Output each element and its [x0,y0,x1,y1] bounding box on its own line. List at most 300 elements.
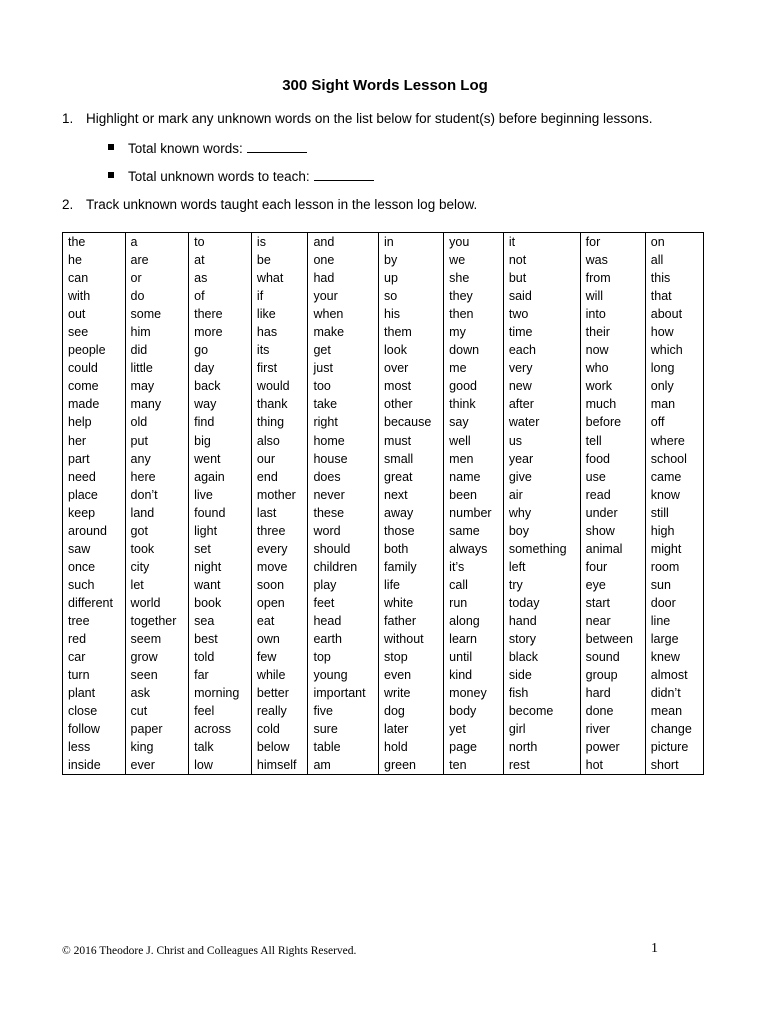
word-cell: morning [189,684,252,702]
word-cell: sea [189,612,252,630]
word-cell: on [645,233,703,252]
word-cell: until [444,648,504,666]
word-cell: made [63,395,126,413]
word-cell: hard [580,684,645,702]
word-cell: book [189,594,252,612]
word-cell: top [308,648,379,666]
word-cell: how [645,323,703,341]
word-cell: down [444,341,504,359]
word-cell: ten [444,756,504,775]
word-cell: will [580,287,645,305]
word-cell: first [251,359,308,377]
word-cell: told [189,648,252,666]
word-cell: water [503,413,580,431]
word-cell: live [189,486,252,504]
square-bullet-icon [108,144,114,150]
bullet-label: Total unknown words to teach: [128,169,310,184]
word-cell: day [189,359,252,377]
word-cell: almost [645,666,703,684]
word-cell: man [645,395,703,413]
table-row [63,720,704,738]
word-cell: out [63,305,126,323]
word-cell: right [308,413,379,431]
word-cell: far [189,666,252,684]
word-cell: line [645,612,703,630]
word-cell: try [503,576,580,594]
word-cell: king [125,738,189,756]
word-cell: later [379,720,444,738]
word-cell: ever [125,756,189,775]
word-cell: can [63,269,126,287]
word-cell: people [63,341,126,359]
word-cell: your [308,287,379,305]
table-row [63,594,704,612]
word-cell: him [125,323,189,341]
word-cell: write [379,684,444,702]
word-cell: once [63,558,126,576]
word-cell: play [308,576,379,594]
word-cell: as [189,269,252,287]
word-cell: here [125,468,189,486]
word-cell: change [645,720,703,738]
word-cell: school [645,450,703,468]
word-cell: back [189,377,252,395]
word-cell: close [63,702,126,720]
word-cell: but [503,269,580,287]
word-cell: say [444,413,504,431]
word-cell: more [189,323,252,341]
word-cell: light [189,522,252,540]
word-cell: every [251,540,308,558]
word-cell: house [308,450,379,468]
word-cell: head [308,612,379,630]
word-cell: part [63,450,126,468]
word-cell: by [379,251,444,269]
word-cell: tree [63,612,126,630]
word-cell: want [189,576,252,594]
word-cell: follow [63,720,126,738]
word-cell: only [645,377,703,395]
word-cell: different [63,594,126,612]
word-cell: sure [308,720,379,738]
word-cell: has [251,323,308,341]
word-cell: seen [125,666,189,684]
word-cell: dog [379,702,444,720]
word-cell: new [503,377,580,395]
bullet-label: Total known words: [128,141,243,156]
word-cell: really [251,702,308,720]
word-cell: number [444,504,504,522]
word-cell: long [645,359,703,377]
word-cell: even [379,666,444,684]
word-cell: let [125,576,189,594]
word-cell: in [379,233,444,252]
word-cell: do [125,287,189,305]
step-text: Track unknown words taught each lesson in the lesson log below. [86,197,478,212]
table-row [63,540,704,558]
word-cell: name [444,468,504,486]
word-cell: she [444,269,504,287]
word-cell: stop [379,648,444,666]
word-cell: don’t [125,486,189,504]
word-cell: side [503,666,580,684]
unknown-words-bullet [108,168,374,184]
table-row [63,269,704,287]
word-cell: should [308,540,379,558]
word-cell: we [444,251,504,269]
word-cell: large [645,630,703,648]
word-cell: eat [251,612,308,630]
table-row [63,630,704,648]
word-cell: show [580,522,645,540]
word-cell: feet [308,594,379,612]
table-row [63,323,704,341]
word-cell: himself [251,756,308,775]
word-cell: the [63,233,126,252]
word-cell: good [444,377,504,395]
word-cell: take [308,395,379,413]
word-cell: always [444,540,504,558]
word-cell: plant [63,684,126,702]
table-row [63,287,704,305]
word-cell: their [580,323,645,341]
word-cell: year [503,450,580,468]
word-cell: look [379,341,444,359]
word-cell: about [645,305,703,323]
table-row [63,558,704,576]
word-cell: better [251,684,308,702]
step-number: 2. [62,197,74,212]
word-cell: where [645,432,703,450]
word-cell: over [379,359,444,377]
word-cell: run [444,594,504,612]
step-number: 1. [62,111,74,126]
word-cell: four [580,558,645,576]
word-cell: because [379,413,444,431]
word-cell: young [308,666,379,684]
word-cell: make [308,323,379,341]
word-cell: before [580,413,645,431]
word-cell: much [580,395,645,413]
word-cell: boy [503,522,580,540]
word-cell: had [308,269,379,287]
word-cell: give [503,468,580,486]
word-cell: green [379,756,444,775]
word-cell: food [580,450,645,468]
word-cell: after [503,395,580,413]
table-row [63,666,704,684]
word-cell: turn [63,666,126,684]
word-cell: came [645,468,703,486]
word-cell: call [444,576,504,594]
word-cell: tell [580,432,645,450]
word-cell: great [379,468,444,486]
word-cell: father [379,612,444,630]
word-cell: hold [379,738,444,756]
word-cell: story [503,630,580,648]
word-cell: paper [125,720,189,738]
table-row [63,648,704,666]
word-cell: sound [580,648,645,666]
word-cell: best [189,630,252,648]
word-cell: they [444,287,504,305]
table-row [63,468,704,486]
word-cell: some [125,305,189,323]
page-number: 1 [651,941,658,956]
word-cell: must [379,432,444,450]
table-row [63,377,704,395]
word-cell: grow [125,648,189,666]
table-row [63,684,704,702]
word-cell: last [251,504,308,522]
word-cell: way [189,395,252,413]
word-cell: get [308,341,379,359]
known-words-blank [247,140,307,153]
word-cell: help [63,413,126,431]
word-cell: away [379,504,444,522]
word-cell: while [251,666,308,684]
word-cell: just [308,359,379,377]
word-cell: at [189,251,252,269]
word-cell: girl [503,720,580,738]
table-row [63,341,704,359]
word-cell: today [503,594,580,612]
word-cell: ask [125,684,189,702]
word-cell: go [189,341,252,359]
word-cell: between [580,630,645,648]
word-cell: black [503,648,580,666]
word-cell: less [63,738,126,756]
word-cell: sun [645,576,703,594]
word-cell: under [580,504,645,522]
word-cell: which [645,341,703,359]
word-cell: word [308,522,379,540]
word-cell: north [503,738,580,756]
word-cell: feel [189,702,252,720]
word-cell: most [379,377,444,395]
word-cell: other [379,395,444,413]
word-cell: high [645,522,703,540]
word-cell: work [580,377,645,395]
word-cell: picture [645,738,703,756]
word-cell: earth [308,630,379,648]
word-cell: any [125,450,189,468]
word-cell: old [125,413,189,431]
word-cell: white [379,594,444,612]
word-cell: well [444,432,504,450]
word-cell: little [125,359,189,377]
word-cell: without [379,630,444,648]
word-cell: it’s [444,558,504,576]
word-cell: hand [503,612,580,630]
word-cell: is [251,233,308,252]
word-cell: page [444,738,504,756]
word-cell: my [444,323,504,341]
instruction-step-2 [62,197,477,212]
word-cell: could [63,359,126,377]
word-cell: still [645,504,703,522]
unknown-words-blank [314,168,374,181]
word-cell: animal [580,540,645,558]
word-cell: need [63,468,126,486]
word-cell: mean [645,702,703,720]
word-cell: below [251,738,308,756]
word-cell: cold [251,720,308,738]
word-cell: learn [444,630,504,648]
word-cell: few [251,648,308,666]
table-row [63,251,704,269]
word-cell: got [125,522,189,540]
word-cell: be [251,251,308,269]
word-cell: open [251,594,308,612]
word-cell: life [379,576,444,594]
word-cell: together [125,612,189,630]
word-cell: now [580,341,645,359]
word-cell: become [503,702,580,720]
table-row [63,522,704,540]
word-cell: short [645,756,703,775]
word-cell: land [125,504,189,522]
sight-words-table [62,232,704,775]
table-row [63,486,704,504]
word-cell: cut [125,702,189,720]
word-cell: around [63,522,126,540]
table-row [63,576,704,594]
word-cell: us [503,432,580,450]
word-cell: found [189,504,252,522]
word-cell: table [308,738,379,756]
word-cell: low [189,756,252,775]
table-row [63,756,704,775]
word-cell: thank [251,395,308,413]
word-cell: many [125,395,189,413]
word-cell: rest [503,756,580,775]
word-cell: use [580,468,645,486]
word-cell: there [189,305,252,323]
word-cell: from [580,269,645,287]
word-cell: set [189,540,252,558]
word-cell: left [503,558,580,576]
word-cell: what [251,269,308,287]
word-cell: two [503,305,580,323]
word-cell: are [125,251,189,269]
word-cell: said [503,287,580,305]
word-cell: think [444,395,504,413]
word-cell: own [251,630,308,648]
word-cell: mother [251,486,308,504]
step-text: Highlight or mark any unknown words on the list below for student(s) before beginning lessons. [86,111,653,126]
word-cell: red [63,630,126,648]
word-cell: thing [251,413,308,431]
table-row [63,233,704,252]
table-row [63,612,704,630]
word-cell: body [444,702,504,720]
word-cell: might [645,540,703,558]
word-cell: been [444,486,504,504]
word-cell: across [189,720,252,738]
word-cell: night [189,558,252,576]
word-cell: eye [580,576,645,594]
word-cell: seem [125,630,189,648]
word-cell: knew [645,648,703,666]
word-cell: car [63,648,126,666]
word-cell: went [189,450,252,468]
word-cell: each [503,341,580,359]
word-cell: into [580,305,645,323]
word-cell: also [251,432,308,450]
word-cell: keep [63,504,126,522]
word-cell: this [645,269,703,287]
word-cell: then [444,305,504,323]
word-cell: or [125,269,189,287]
word-cell: find [189,413,252,431]
word-cell: one [308,251,379,269]
word-cell: her [63,432,126,450]
word-cell: such [63,576,126,594]
word-cell: children [308,558,379,576]
word-cell: of [189,287,252,305]
word-cell: read [580,486,645,504]
word-cell: our [251,450,308,468]
word-cell: its [251,341,308,359]
word-cell: who [580,359,645,377]
table-row [63,702,704,720]
word-cell: put [125,432,189,450]
word-cell: three [251,522,308,540]
word-cell: all [645,251,703,269]
table-row [63,359,704,377]
word-cell: something [503,540,580,558]
word-cell: am [308,756,379,775]
word-cell: does [308,468,379,486]
word-cell: along [444,612,504,630]
word-cell: very [503,359,580,377]
word-cell: too [308,377,379,395]
table-row [63,450,704,468]
word-cell: door [645,594,703,612]
word-cell: know [645,486,703,504]
word-cell: and [308,233,379,252]
word-cell: end [251,468,308,486]
word-cell: took [125,540,189,558]
table-row [63,305,704,323]
word-cell: for [580,233,645,252]
word-cell: air [503,486,580,504]
word-cell: talk [189,738,252,756]
word-cell: off [645,413,703,431]
table-row [63,504,704,522]
word-cell: you [444,233,504,252]
word-cell: them [379,323,444,341]
table-row [63,413,704,431]
known-words-bullet [108,140,307,156]
word-cell: with [63,287,126,305]
copyright-footer: © 2016 Theodore J. Christ and Colleagues All Rights Reserved. [62,945,357,957]
page-title: 300 Sight Words Lesson Log [282,77,488,94]
word-cell: kind [444,666,504,684]
word-cell: did [125,341,189,359]
word-cell: when [308,305,379,323]
word-cell: see [63,323,126,341]
word-cell: he [63,251,126,269]
word-cell: city [125,558,189,576]
instruction-step-1 [62,111,653,126]
word-cell: it [503,233,580,252]
word-cell: saw [63,540,126,558]
word-cell: men [444,450,504,468]
word-cell: place [63,486,126,504]
word-cell: inside [63,756,126,775]
